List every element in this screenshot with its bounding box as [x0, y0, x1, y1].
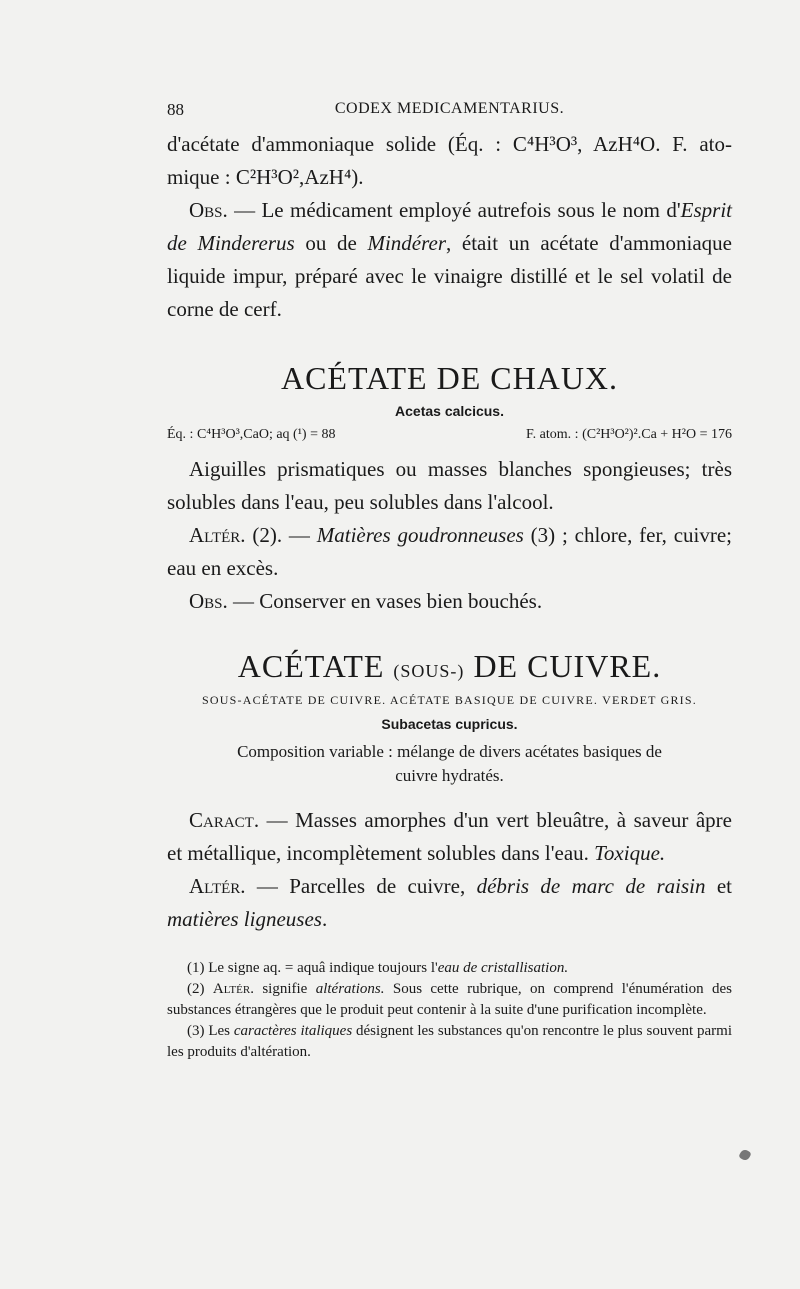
- caract-italic: Toxique.: [594, 841, 666, 865]
- title-part: DE CUIVRE.: [464, 648, 662, 684]
- footnote-italic: eau de cristallisation.: [437, 960, 569, 976]
- section-title-cuivre: [167, 648, 732, 685]
- page-header: [167, 100, 732, 124]
- footnote-1: [167, 958, 732, 979]
- title-part: ACÉTATE: [237, 648, 394, 684]
- footnote-text: signifie: [253, 981, 316, 997]
- alter-italic: débris de marc de raisin: [476, 874, 706, 898]
- continued-paragraph: [167, 128, 732, 161]
- running-title: CODEX MEDICAMENTARIUS.: [334, 100, 565, 117]
- title-small: (SOUS-): [393, 661, 465, 681]
- formula-atomic: F. atom. : (C²H³O²)².Ca + H²O = 176: [526, 427, 732, 442]
- footnote-text: (1) Le signe aq. = aquâ indique toujours l': [187, 960, 438, 976]
- footnotes: [167, 958, 732, 1063]
- synonyms-line: SOUS-ACÉTATE DE CUIVRE. ACÉTATE BASIQUE DE CUIVRE. VERDET GRIS.: [202, 693, 697, 707]
- continued-paragraph-end: [167, 161, 732, 194]
- obs-italic: Mindérer: [367, 231, 446, 255]
- text-line: d'acétate d'ammoniaque solide (Éq. : C⁴H³O³, AzH⁴O. F. ato-: [167, 132, 732, 156]
- alter-italic: matières ligneuses: [167, 907, 322, 931]
- footnote-2: [167, 979, 732, 1021]
- obs-label: Obs.: [189, 198, 228, 222]
- footnote-label: Altér.: [212, 981, 254, 997]
- composition-line: Composition variable : mélange de divers acétates basiques de: [237, 742, 662, 761]
- alter-label: Altér.: [189, 874, 246, 898]
- alter-text: (2). —: [245, 523, 317, 547]
- page-number: 88: [167, 100, 184, 119]
- obs-label: Obs.: [189, 589, 228, 613]
- footnote-text: désignent les substances qu'on rencontre le plus souvent parmi les produits d'altération.: [167, 1023, 732, 1060]
- obs-paragraph: [167, 194, 732, 326]
- alter-label: Altér.: [189, 523, 246, 547]
- ink-smudge: [738, 1148, 752, 1162]
- caract-paragraph: [167, 804, 732, 870]
- formula-equivalent: Éq. : C⁴H³O³,CaO; aq (¹) = 88: [167, 427, 336, 442]
- alter-text: et: [705, 874, 732, 898]
- caract-text: — Masses amorphes d'un vert bleuâtre, à saveur âpre et métallique, incomplètement solubles dans l'eau.: [167, 808, 732, 865]
- obs-text: ou de: [294, 231, 368, 255]
- description-paragraph: Aiguilles prismatiques ou masses blanches spongieuses; très solubles dans l'eau, peu solubles dans l'alcool.: [167, 457, 732, 514]
- footnote-text: (3) Les: [187, 1023, 234, 1039]
- latin-name-cuivre: Subacetas cupricus.: [381, 716, 518, 732]
- caract-label: Caract.: [189, 808, 260, 832]
- latin-name-chaux: Acetas calcicus.: [395, 403, 504, 419]
- footnote-italic: caractères italiques: [233, 1023, 353, 1039]
- section-title-chaux: ACÉTATE DE CHAUX.: [280, 360, 619, 396]
- composition-line: cuivre hydratés.: [395, 766, 504, 785]
- footnote-text: Sous cette rubrique, on comprend l'énumération des substances étrangères que le produit peut contenir à la suite d'une purification incomplète.: [167, 981, 732, 1018]
- alter-text: (3) ; chlore, fer, cuivre; eau en excès.: [167, 523, 733, 580]
- obs-paragraph: [167, 585, 732, 618]
- obs-italic: Esprit de Mindererus: [167, 198, 732, 255]
- obs-text: — Le médicament employé autrefois sous le nom d': [227, 198, 681, 222]
- text-line: mique : C²H³O²,AzH⁴).: [167, 165, 364, 189]
- alter-italic: Matières goudronneuses: [316, 523, 524, 547]
- footnote-text: (2): [187, 981, 213, 997]
- footnote-3: [167, 1021, 732, 1063]
- obs-text: , était un acétate d'ammoniaque liquide impur, préparé avec le vinaigre distillé et le sel volatil de corne de cerf.: [167, 231, 733, 321]
- formula-line: [167, 427, 732, 443]
- obs-text: — Conserver en vases bien bouchés.: [227, 589, 543, 613]
- alter-paragraph: [167, 870, 732, 936]
- footnote-italic: altérations.: [315, 981, 385, 997]
- alter-text: .: [321, 907, 328, 931]
- alter-paragraph: [167, 519, 732, 585]
- page-body: [167, 128, 732, 936]
- alter-text: — Parcelles de cuivre,: [245, 874, 477, 898]
